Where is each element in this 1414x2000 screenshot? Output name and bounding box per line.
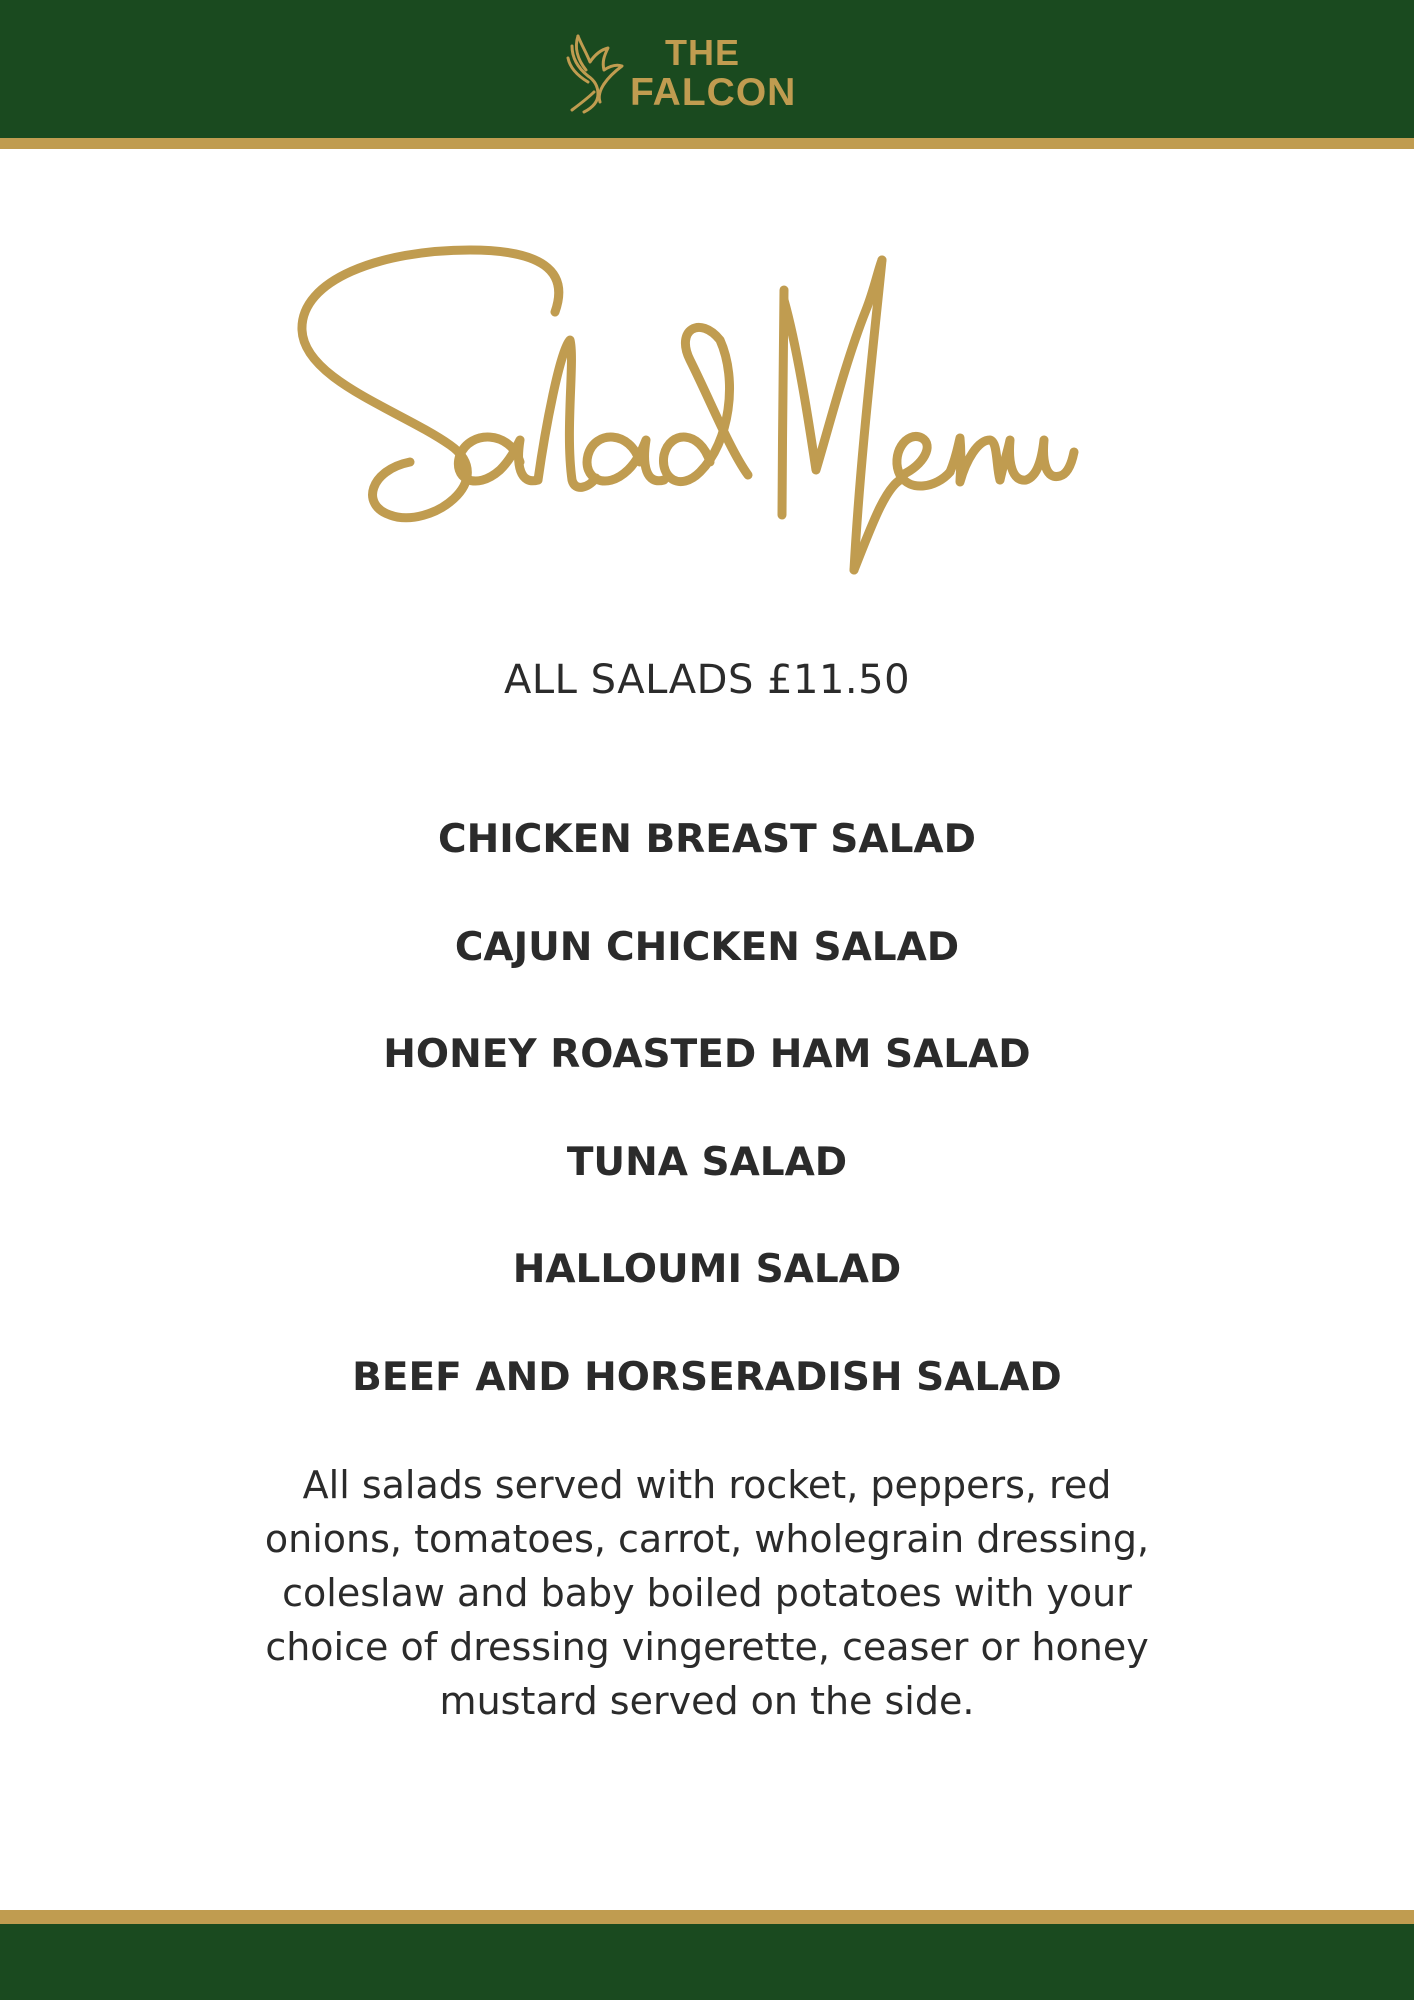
menu-list (0, 812, 1414, 1458)
menu-item: HALLOUMI SALAD (512, 1247, 902, 1293)
menu-item: CHICKEN BREAST SALAD (437, 817, 976, 862)
logo-text-falcon: FALCON (630, 71, 797, 114)
logo (564, 30, 804, 120)
logo-text-the: THE (665, 32, 740, 73)
header-gold-stripe (0, 138, 1414, 149)
falcon-icon (564, 32, 626, 116)
menu-description: All salads served with rocket, peppers, red onions, tomatoes, carrot, wholegrain dressing, coleslaw and baby boiled potatoes with your choice of dressing vingerette, ceaser or honey mustard served on the side. (264, 1463, 1150, 1723)
menu-item: HONEY ROASTED HAM SALAD (383, 1032, 1031, 1078)
menu-item: BEEF AND HORSERADISH SALAD (352, 1354, 1062, 1400)
menu-item: CAJUN CHICKEN SALAD (454, 924, 960, 970)
footer-band (0, 1924, 1414, 2000)
footer-gold-stripe (0, 1910, 1414, 1924)
price-line: ALL SALADS £11.50 (503, 657, 911, 703)
page-title (270, 230, 1160, 610)
menu-item: TUNA SALAD (566, 1139, 848, 1185)
header-band (0, 0, 1414, 138)
